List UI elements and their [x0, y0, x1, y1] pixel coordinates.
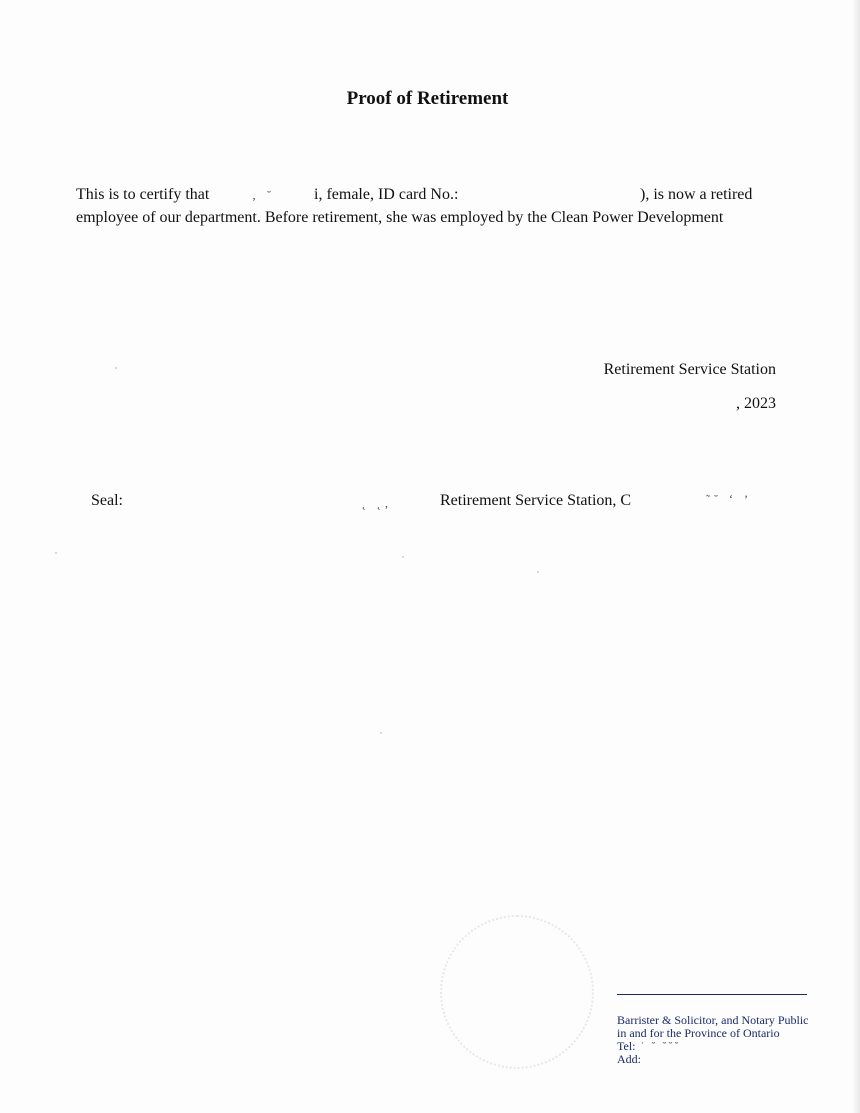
scan-speck — [115, 367, 117, 369]
certify-text: This is to certify that — [76, 186, 210, 203]
scan-speck — [55, 552, 57, 554]
date-line: , 2023 — [736, 395, 776, 412]
notary-address-label: Add: — [617, 1052, 641, 1066]
employment-line: employee of our department. Before retirement, she was employed by the Clean Power Development — [76, 209, 724, 226]
page-edge — [852, 0, 860, 1113]
station-name: Retirement Service Station — [603, 361, 776, 378]
scan-speck — [537, 571, 539, 573]
scan-speck — [380, 732, 382, 734]
notary-phone: Tel: ˙ ˘ ˘˘˘ — [617, 1039, 681, 1053]
notary-block — [617, 1014, 808, 1066]
notary-jurisdiction: in and for the Province of Ontario — [617, 1026, 780, 1040]
certify-tail-text: ), is now a retired — [640, 186, 753, 203]
seal-text: Retirement Service Station, C — [440, 492, 632, 509]
redaction-marks: ˛ ˛, — [362, 496, 392, 510]
redaction-marks: ‚ ˘ — [252, 188, 275, 202]
scan-speck — [402, 556, 404, 558]
redaction-marks: ˜˘ ‘ ’ — [706, 492, 752, 506]
notary-title: Barrister & Solicitor, and Notary Public — [617, 1013, 809, 1027]
signature-line — [617, 994, 807, 995]
faded-stamp — [440, 915, 594, 1069]
document-title: Proof of Retirement — [346, 88, 509, 109]
seal-label: Seal: — [91, 492, 123, 509]
name-tail-text: i, female, ID card No.: — [314, 186, 459, 203]
notary-phone-label: Tel: — [617, 1039, 636, 1053]
